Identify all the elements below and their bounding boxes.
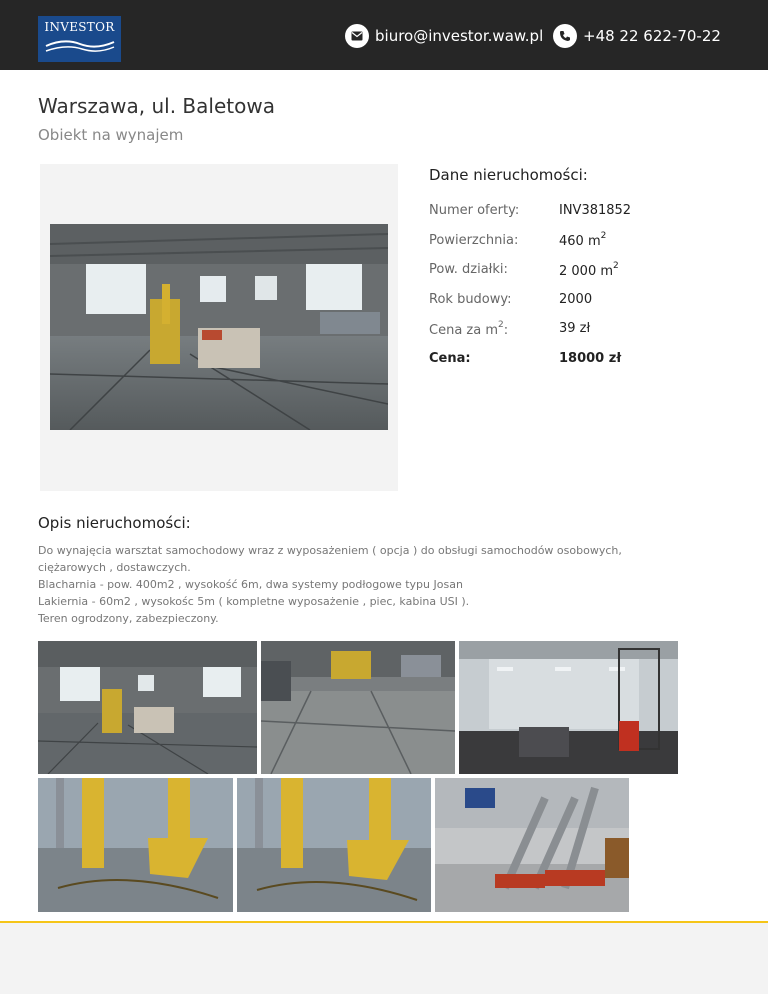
detail-value: 2 000 $m^2$	[559, 260, 619, 279]
email-contact[interactable]	[345, 24, 543, 48]
description-line: Teren ogrodzony, zabezpieczony.	[38, 612, 219, 625]
email-text[interactable]: biuro@investor.waw.pl	[375, 27, 544, 45]
logo-wave-icon	[44, 38, 115, 54]
property-details	[429, 166, 729, 373]
investor-logo[interactable]	[38, 16, 121, 62]
description-line: Do wynajęcia warsztat samochodowy wraz z wyposażeniem ( opcja ) do obsługi samochodów osobowych,	[38, 544, 622, 557]
description-line: Lakiernia - 60m2 , wysokośc 5m ( kompletne wyposażenie , piec, kabina USI ).	[38, 595, 470, 608]
detail-label: Rok budowy:	[429, 291, 512, 307]
logo-text: INVESTOR	[44, 20, 115, 34]
gallery-thumb-paint-booth[interactable]	[459, 641, 678, 774]
detail-row-plot-area	[429, 255, 729, 285]
detail-value: 460 $m^2$	[559, 231, 607, 250]
page-subtitle: Obiekt na wynajem	[38, 126, 184, 144]
detail-value: 2000	[559, 291, 593, 307]
description-line: Blacharnia - pow. 400m2 , wysokość 6m, dwa systemy podłogowe typu Josan	[38, 578, 463, 591]
main-photo[interactable]	[50, 224, 388, 430]
details-heading: Dane nieruchomości:	[429, 166, 588, 184]
detail-row-build-year	[429, 285, 729, 315]
gallery-thumb-yellow-lift[interactable]	[38, 778, 233, 912]
detail-label: Cena:	[429, 350, 471, 366]
detail-row-offer-number	[429, 196, 729, 226]
envelope-icon	[345, 24, 369, 48]
description-text	[38, 542, 688, 627]
gallery-thumb-red-stands[interactable]	[435, 778, 629, 912]
detail-value: 18000 zł	[559, 350, 622, 366]
detail-value: INV381852	[559, 203, 632, 219]
main-photo-frame	[40, 164, 398, 491]
description-line: ciężarowych , dostawczych.	[38, 561, 191, 574]
top-bar	[0, 0, 768, 70]
phone-icon	[553, 24, 577, 48]
gallery-thumb-yellow-lift-2[interactable]	[237, 778, 431, 912]
detail-row-area	[429, 226, 729, 256]
detail-label: Numer oferty:	[429, 203, 520, 219]
detail-label: Cena za $m^2$:	[429, 319, 509, 338]
detail-row-price	[429, 344, 729, 374]
footer	[0, 923, 768, 994]
page-title: Warszawa, ul. Baletowa	[38, 94, 275, 118]
gallery-thumb-workshop-hall[interactable]	[38, 641, 257, 774]
detail-row-price-per-m2	[429, 314, 729, 344]
gallery-thumb-workshop-floor[interactable]	[261, 641, 455, 774]
detail-label: Powierzchnia:	[429, 232, 519, 248]
description-heading: Opis nieruchomości:	[38, 514, 191, 532]
phone-text[interactable]: +48 22 622-70-22	[583, 27, 721, 45]
detail-value: 39 zł	[559, 321, 591, 337]
phone-contact[interactable]	[553, 24, 721, 48]
detail-label: Pow. działki:	[429, 262, 508, 278]
